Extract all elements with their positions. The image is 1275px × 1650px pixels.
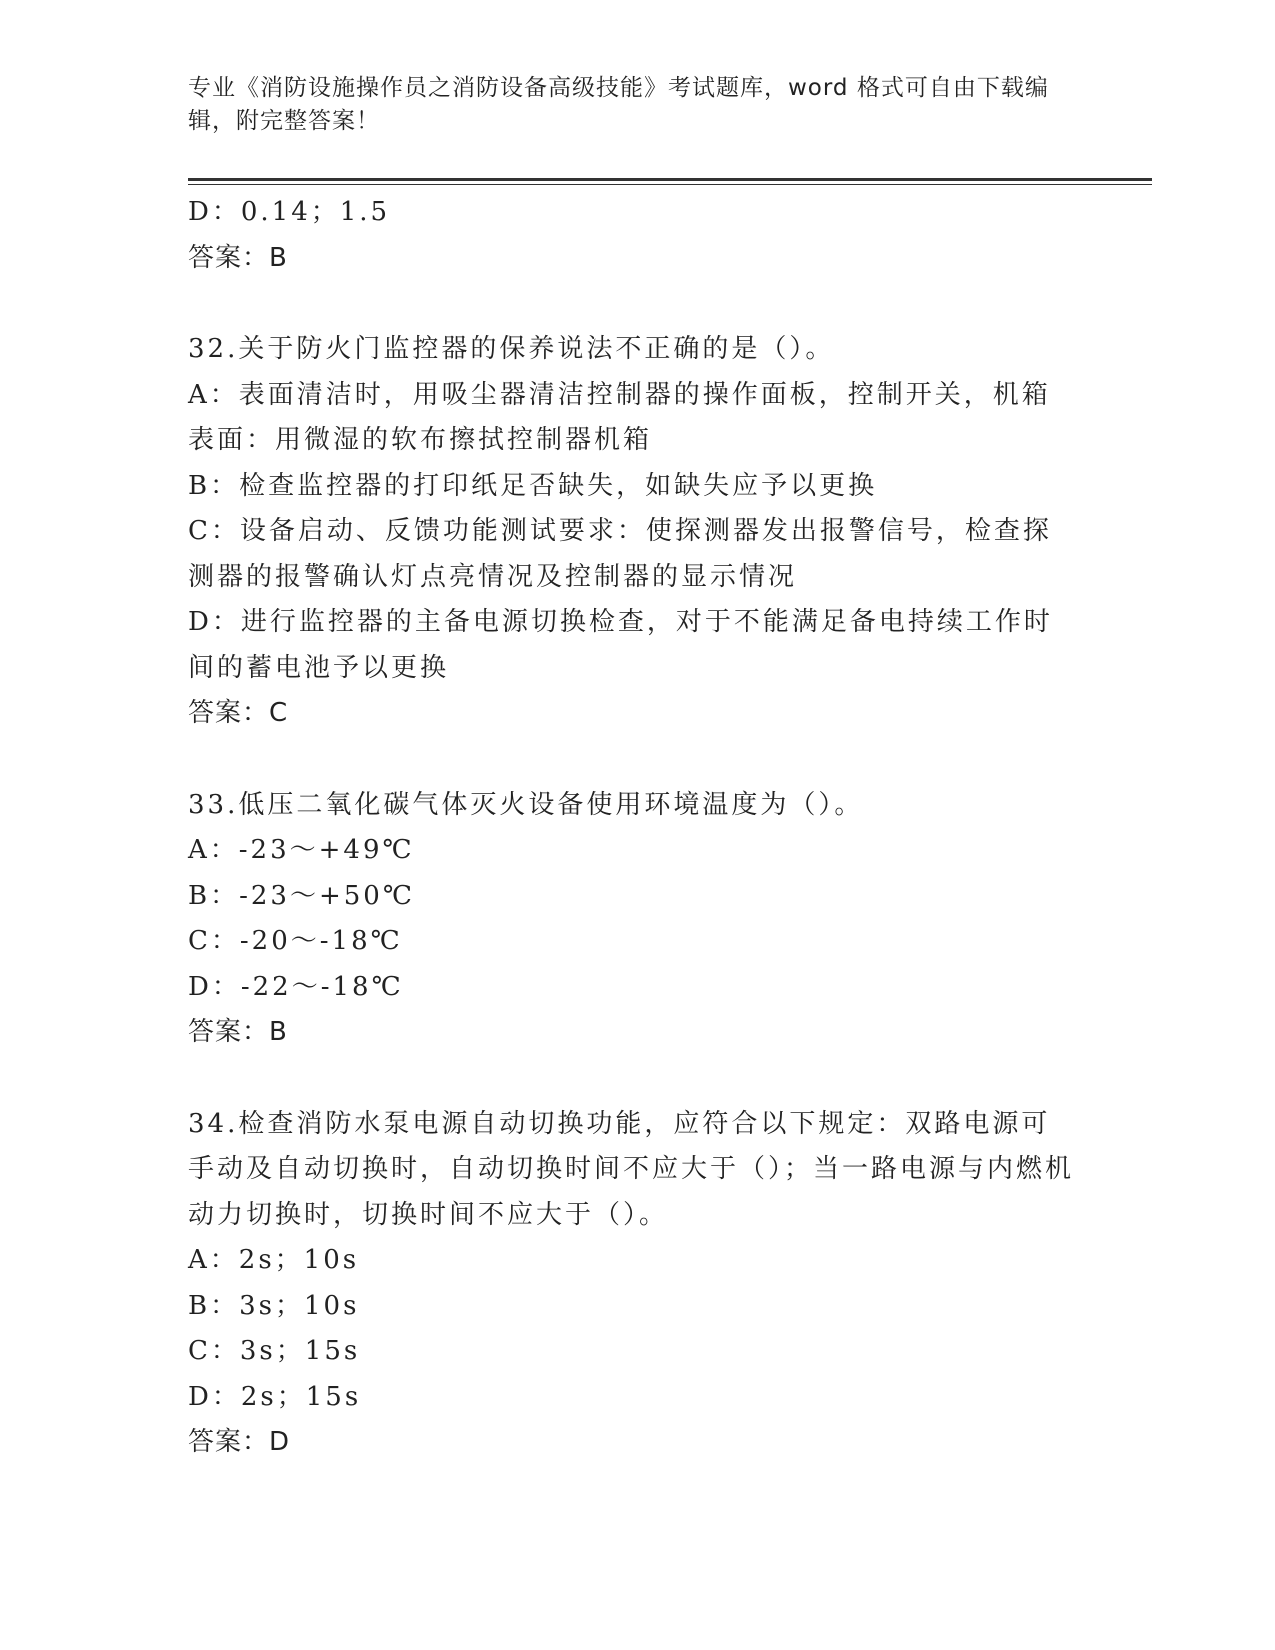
prev-answer: 答案：B	[188, 242, 288, 273]
spacer	[188, 1056, 1078, 1102]
option-a: A：2s；10s	[188, 1245, 360, 1275]
option-c: C：-20～-18℃	[188, 926, 403, 956]
option-b: B：3s；10s	[188, 1290, 360, 1321]
option-b: B：检查监控器的打印纸足否缺失，如缺失应予以更换	[188, 470, 878, 501]
option-b: B：-23～+50℃	[188, 880, 415, 911]
option-a: A：表面清洁时，用吸尘器清洁控制器的操作面板，控制开关，机箱表面：用微湿的软布擦拭控制器机箱	[188, 379, 1051, 455]
question-32	[188, 327, 1078, 737]
header-rule-thick	[188, 178, 1152, 181]
answer: 答案：C	[188, 698, 289, 728]
option-d: D：进行监控器的主备电源切换检查，对于不能满足备电持续工作时间的蓄电池予以更换	[188, 607, 1053, 683]
answer: 答案：D	[188, 1427, 291, 1457]
question-stem: 34.检查消防水泵电源自动切换功能，应符合以下规定：双路电源可手动及自动切换时，自动切换时间不应大于（）；当一路电源与内燃机动力切换时，切换时间不应大于（）。	[188, 1108, 1075, 1230]
answer: 答案：B	[188, 1017, 288, 1047]
prev-option-d: D：0.14；1.5	[188, 197, 391, 227]
spacer	[188, 281, 1078, 327]
question-33	[188, 783, 1078, 1056]
question-stem: 32.关于防火门监控器的保养说法不正确的是（）。	[188, 334, 835, 364]
header-text: 专业《消防设施操作员之消防设备高级技能》考试题库，word 格式可自由下载编辑，附完整答案！	[188, 75, 1049, 134]
question-34	[188, 1102, 1078, 1466]
spacer	[188, 737, 1078, 783]
option-c: C：设备启动、反馈功能测试要求：使探测器发出报警信号，检查探测器的报警确认灯点亮情况及控制器的显示情况	[188, 516, 1052, 592]
question-content	[188, 190, 1078, 1466]
header-rule-thin	[188, 184, 1152, 185]
option-d: D：2s；15s	[188, 1381, 362, 1412]
document-header	[188, 72, 1068, 138]
question-stem: 33.低压二氧化碳气体灭火设备使用环境温度为（）。	[188, 789, 864, 820]
option-c: C：3s；15s	[188, 1336, 361, 1366]
option-a: A：-23～+49℃	[188, 835, 415, 865]
option-d: D：-22～-18℃	[188, 971, 404, 1002]
